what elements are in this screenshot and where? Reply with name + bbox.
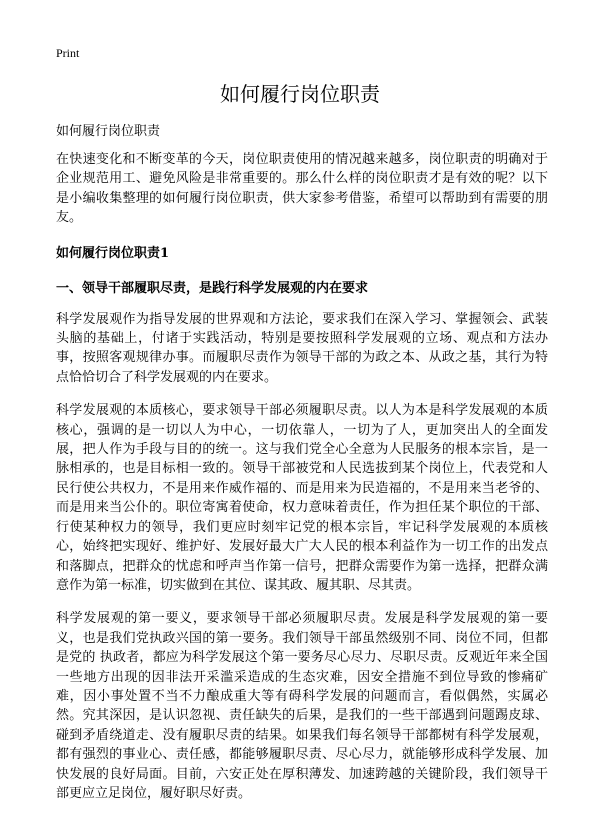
sub-heading: 一、领导干部履职尽责，是践行科学发展观的内在要求 — [56, 280, 369, 296]
document-body — [56, 150, 548, 817]
body-paragraph: 科学发展观作为指导发展的世界观和方法论，要求我们在深入学习、掌握领会、武装头脑的基础上，付诸于实践活动，特别是要按照科学发展观的立场、观点和方法办事，按照客观规律办事。而履职尽责作为领导干部的为政之本、从政之基，其行为特点恰恰切合了科学发展观的内在要求。 — [56, 311, 548, 385]
body-paragraph: 科学发展观的第一要义，要求领导干部必须履职尽责。发展是科学发展观的第一要义，也是我们党执政兴国的第一要务。我们领导干部虽然级别不同、岗位不同，但都是党的 执政者，都应为科学发展这个第一要务尽心尽力、尽职尽责。反观近年来全国一些地方出现的因非法开采滥采造成的生态灾难，因安全措施不到位导致的惨痛矿难，因小事处置不当不力酿成重大等有碍科学发展的问题而言，看似偶然，实属必然。究其深因，是认识忽视、责任缺失的后果，是我们的一些干部遇到问题踢皮球、碰到矛盾绕道走、没有履职尽责的结果。如果我们每名领导干部都树有科学发展观，都有强烈的事业心、责任感，都能够履职尽责、尽心尽力，就能够形成科学发展、加快发展的良好局面。目前，六安正处在厚积薄发、加速跨越的关键阶段，我们领导干部更应立足岗位，履好职尽好责。 — [56, 611, 548, 801]
document-subtitle: 如何履行岗位职责 — [56, 124, 161, 139]
page-title: 如何履行岗位职责 — [220, 82, 380, 106]
body-paragraph: 科学发展观的本质核心，要求领导干部必须履职尽责。以人为本是科学发展观的本质核心，强调的是一切以人为中心，一切依靠人，一切为了人，更加突出人的全面发展，把人作为手段与目的的统一。这与我们党全心全意为人民服务的根本宗旨，是一脉相承的，也是目标相一致的。领导干部被党和人民选拔到某个岗位上，代表党和人民行使公共权力，不是用来作威作福的、而是用来为民造福的，不是用来当老爷的、而是用来当公仆的。职位寄寓着使命，权力意味着责任，作为担任某个职位的干部、行使某种权力的领导，我们更应时刻牢记党的根本宗旨，牢记科学发展观的本质核心，始终把实现好、维护好、发展好最大广大人民的根本利益作为一切工作的出发点和落脚点，把群众的忧虑和呼声当作第一信号，把群众需要作为第一选择，把群众满意作为第一标准，切实做到在其位、谋其政、履其职、尽其责。 — [56, 403, 548, 593]
intro-paragraph: 在快速变化和不断变革的今天，岗位职责使用的情况越来越多，岗位职责的明确对于企业规范用工、避免风险是非常重要的。那么什么样的岗位职责才是有效的呢？以下是小编收集整理的如何履行岗位职责，供大家参考借鉴，希望可以帮助到有需要的朋友。 — [56, 152, 548, 226]
section-heading: 如何履行岗位职责1 — [56, 245, 170, 261]
print-link[interactable]: Print — [56, 46, 80, 60]
